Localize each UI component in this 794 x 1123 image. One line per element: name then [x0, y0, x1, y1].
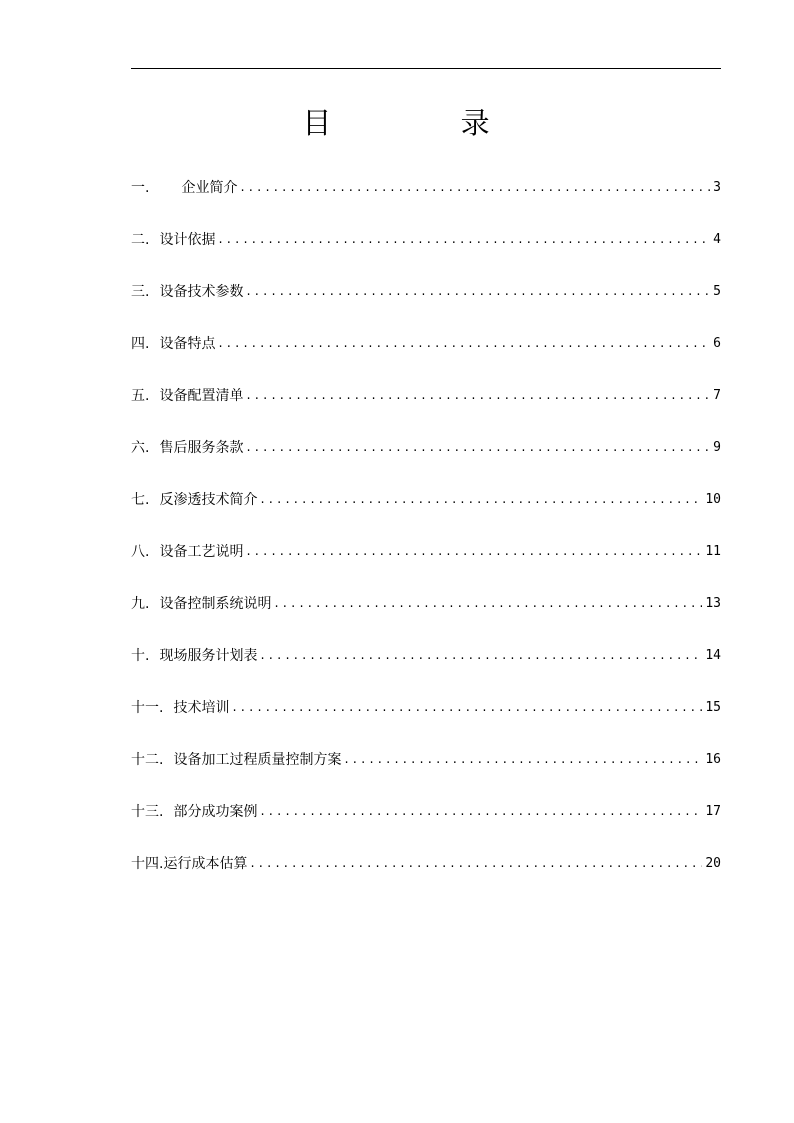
- toc-entry-label: [131, 488, 257, 512]
- toc-entry[interactable]: [131, 786, 721, 838]
- toc-entry-label: [131, 800, 257, 824]
- toc-entry-label: [131, 384, 243, 408]
- toc-leader-dots: [240, 176, 710, 200]
- header-rule: [131, 68, 721, 69]
- toc-entry-number: 六.: [131, 440, 150, 456]
- toc-entry[interactable]: [131, 214, 721, 266]
- toc-title: 目 录: [302, 106, 550, 140]
- toc-entry-title: 技术培训: [173, 700, 230, 716]
- toc-entry[interactable]: [131, 838, 721, 890]
- toc-entry[interactable]: [131, 266, 721, 318]
- toc-entry-number: 十四.: [131, 856, 164, 872]
- toc-entry-label: [131, 644, 257, 668]
- toc-page-number: 6: [713, 336, 721, 351]
- toc-page-number: 10: [705, 492, 721, 507]
- toc-entry-title: 设备加工过程质量控制方案: [173, 752, 342, 768]
- toc-entry-label: [131, 696, 229, 720]
- toc-entry-title: 设备控制系统说明: [159, 596, 272, 612]
- toc-page-number: 16: [705, 752, 721, 767]
- toc-entry-title: 设备技术参数: [159, 284, 244, 300]
- toc-entry-label: [131, 228, 215, 252]
- toc-entry[interactable]: [131, 162, 721, 214]
- toc-entry-label: [131, 592, 271, 616]
- toc-entry-number: 二.: [131, 232, 150, 248]
- toc-page-number: 7: [713, 388, 721, 403]
- toc-entry-title: 设备工艺说明: [159, 544, 244, 560]
- toc-entry-number: 一.: [131, 180, 150, 196]
- toc-entry-number: 十.: [131, 648, 150, 664]
- toc-entry-title: 运行成本估算: [163, 856, 248, 872]
- toc-leader-dots: [218, 332, 710, 356]
- toc-leader-dots: [246, 436, 710, 460]
- toc-entry-number: 九.: [131, 596, 150, 612]
- toc-entry-number: 四.: [131, 336, 150, 352]
- toc-page-number: 5: [713, 284, 721, 299]
- toc-page-number: 20: [705, 856, 721, 871]
- toc-entry[interactable]: [131, 422, 721, 474]
- toc-entry-title: 设备特点: [159, 336, 216, 352]
- toc-entry-title: 现场服务计划表: [159, 648, 258, 664]
- toc-entry-title: 售后服务条款: [159, 440, 244, 456]
- toc-entry-number: 十一.: [131, 700, 164, 716]
- toc-entry[interactable]: [131, 370, 721, 422]
- toc-entry-number: 八.: [131, 544, 150, 560]
- toc-leader-dots: [274, 592, 702, 616]
- toc-entry-number: 五.: [131, 388, 150, 404]
- toc-entry[interactable]: [131, 526, 721, 578]
- toc-leader-dots: [218, 228, 710, 252]
- toc-entry-title: 企业简介: [181, 180, 238, 196]
- toc-page-number: 4: [713, 232, 721, 247]
- toc-leader-dots: [260, 644, 702, 668]
- toc-list: [131, 162, 721, 890]
- toc-page-number: 17: [705, 804, 721, 819]
- toc-entry-number: 三.: [131, 284, 150, 300]
- toc-entry-title: 反渗透技术简介: [159, 492, 258, 508]
- toc-entry-label: [131, 852, 247, 876]
- toc-entry-label: [131, 176, 237, 200]
- toc-entry-number: 十三.: [131, 804, 164, 820]
- toc-entry[interactable]: [131, 318, 721, 370]
- toc-leader-dots: [250, 852, 702, 876]
- toc-page-number: 14: [705, 648, 721, 663]
- toc-entry[interactable]: [131, 474, 721, 526]
- toc-leader-dots: [344, 748, 702, 772]
- toc-leader-dots: [246, 384, 710, 408]
- toc-page-number: 3: [713, 180, 721, 195]
- toc-page-number: 15: [705, 700, 721, 715]
- toc-leader-dots: [260, 800, 702, 824]
- toc-leader-dots: [232, 696, 702, 720]
- toc-page-number: 9: [713, 440, 721, 455]
- toc-page-number: 13: [705, 596, 721, 611]
- toc-entry-label: [131, 748, 341, 772]
- toc-entry-title: 部分成功案例: [173, 804, 258, 820]
- toc-entry-title: 设备配置清单: [159, 388, 244, 404]
- toc-entry[interactable]: [131, 682, 721, 734]
- toc-entry-number: 十二.: [131, 752, 164, 768]
- toc-entry[interactable]: [131, 630, 721, 682]
- toc-entry-number: 七.: [131, 492, 150, 508]
- toc-entry[interactable]: [131, 578, 721, 630]
- toc-entry-title: 设计依据: [159, 232, 216, 248]
- toc-leader-dots: [260, 488, 702, 512]
- toc-entry-label: [131, 332, 215, 356]
- toc-entry-label: [131, 436, 243, 460]
- toc-entry-label: [131, 280, 243, 304]
- toc-page-number: 11: [705, 544, 721, 559]
- toc-leader-dots: [246, 540, 702, 564]
- toc-entry[interactable]: [131, 734, 721, 786]
- toc-leader-dots: [246, 280, 710, 304]
- toc-entry-label: [131, 540, 243, 564]
